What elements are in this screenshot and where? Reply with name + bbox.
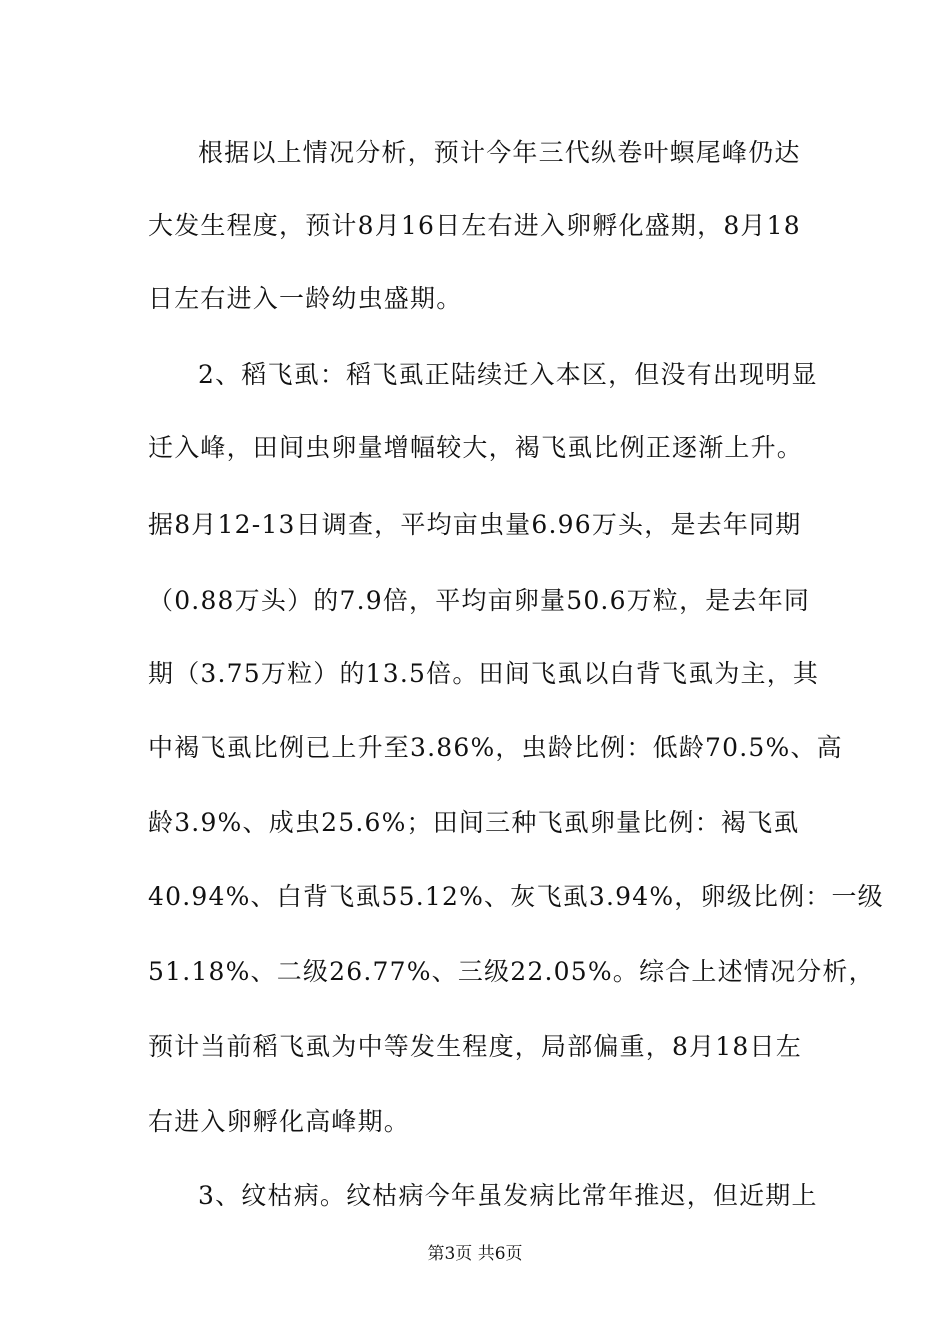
- paragraph-line: 大发生程度，预计8月16日左右进入卵孵化盛期，8月18: [148, 211, 801, 240]
- paragraph-line: 40.94%、白背飞虱55.12%、灰飞虱3.94%，卵级比例：一级: [148, 882, 884, 911]
- paragraph-line: 日左右进入一龄幼虫盛期。: [148, 284, 463, 313]
- paragraph-line: 据8月12-13日调查，平均亩虫量6.96万头，是去年同期: [148, 510, 802, 539]
- paragraph-line: 3、纹枯病。纹枯病今年虽发病比常年推迟，但近期上: [198, 1181, 818, 1210]
- paragraph-line: 迁入峰，田间虫卵量增幅较大，褐飞虱比例正逐渐上升。: [148, 433, 804, 462]
- paragraph-line: 龄3.9%、成虫25.6%；田间三种飞虱卵量比例：褐飞虱: [148, 808, 800, 837]
- paragraph-line: 右进入卵孵化高峰期。: [148, 1107, 411, 1136]
- paragraph-line: 预计当前稻飞虱为中等发生程度，局部偏重，8月18日左: [148, 1032, 802, 1061]
- paragraph-line: 根据以上情况分析，预计今年三代纵卷叶螟尾峰仍达: [198, 138, 801, 167]
- paragraph-line: 中褐飞虱比例已上升至3.86%，虫龄比例：低龄70.5%、高: [148, 733, 843, 762]
- paragraph-line: 51.18%、二级26.77%、三级22.05%。综合上述情况分析，: [148, 957, 875, 986]
- paragraph-line: 期（3.75万粒）的13.5倍。田间飞虱以白背飞虱为主，其: [148, 659, 820, 688]
- page-number-footer: 第3页 共6页: [427, 1244, 523, 1264]
- paragraph-line: 2、稻飞虱：稻飞虱正陆续迁入本区，但没有出现明显: [198, 360, 818, 389]
- paragraph-line: （0.88万头）的7.9倍，平均亩卵量50.6万粒，是去年同: [148, 586, 811, 615]
